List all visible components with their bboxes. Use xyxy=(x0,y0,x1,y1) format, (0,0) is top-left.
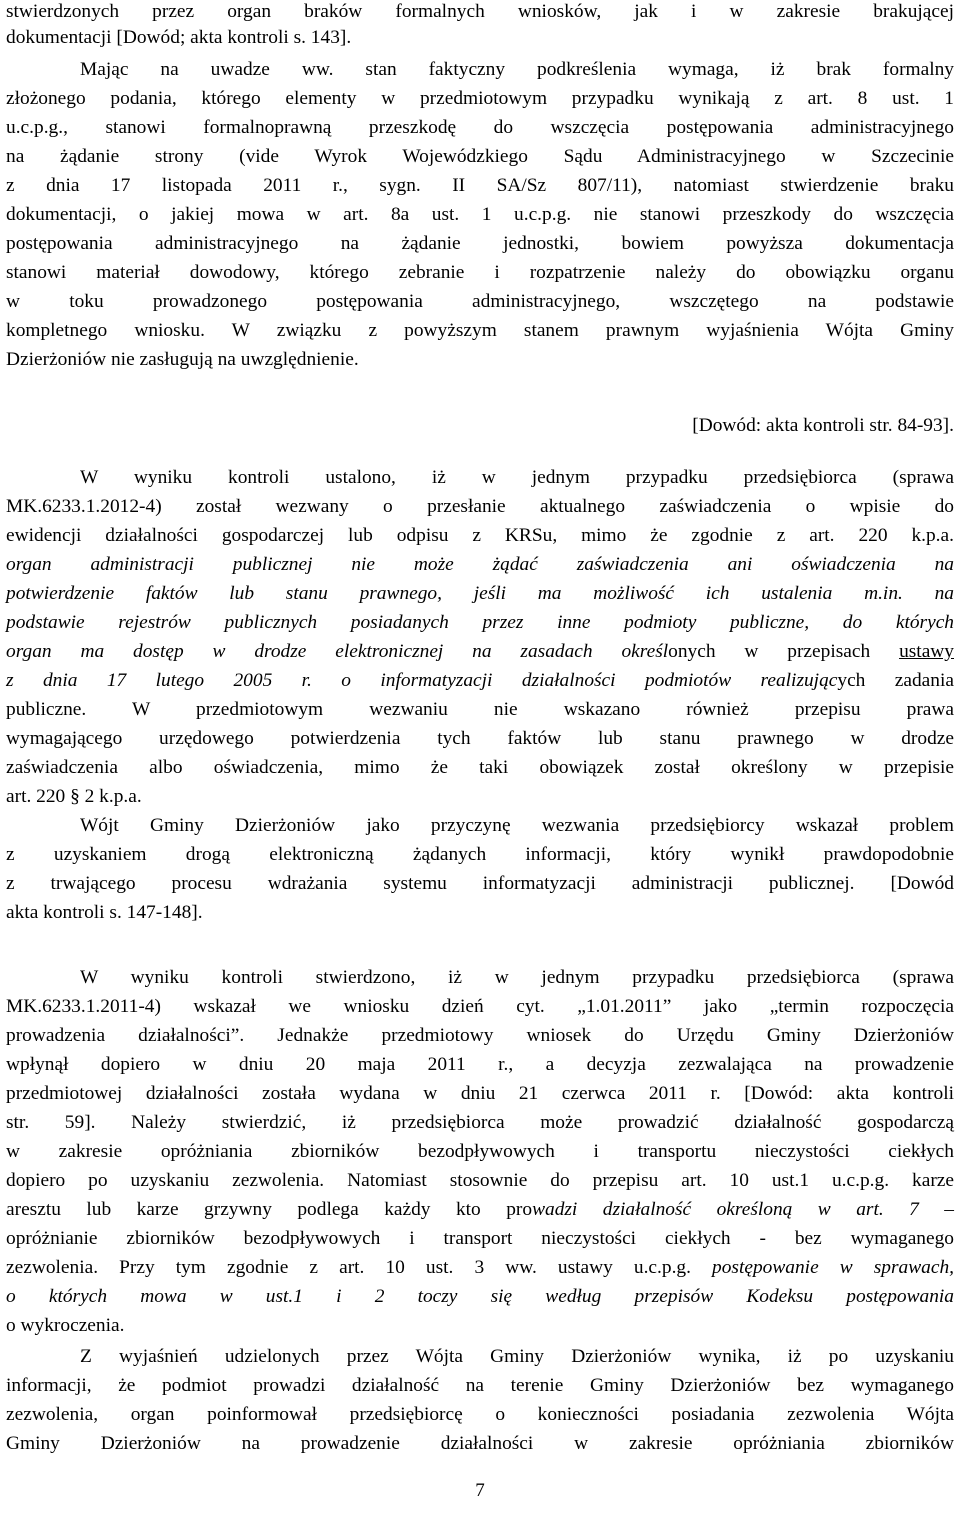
text-segment: dokumentacji, o jakiej mowa w art. 8a ust. 1 u.c.p.g. nie stanowi przeszkody do wszczęcia xyxy=(6,204,954,225)
text-segment: W wyniku kontroli stwierdzono, iż w jednym przypadku przedsiębiorca (sprawa xyxy=(80,967,954,988)
text-line xyxy=(6,1108,954,1137)
text-line xyxy=(6,229,954,258)
text-segment: Mając na uwadze ww. stan faktyczny podkreślenia wymaga, iż brak formalny xyxy=(80,59,954,80)
text-segment: postępowania administracyjnego na żądanie jednostki, bowiem powyższa dokumentacja xyxy=(6,233,954,254)
text-segment: w zakresie opróżniania zbiorników bezodpływowych i transportu nieczystości ciekłych xyxy=(6,1141,954,1162)
text-segment: organ ma dostęp w drodze elektronicznej na zasadach określ xyxy=(6,641,669,662)
text-segment: MK.6233.1.2011-4) wskazał we wniosku dzień cyt. „1.01.2011” jako „termin rozpoczęcia xyxy=(6,996,954,1017)
text-line xyxy=(6,724,954,753)
text-segment: dokumentacji [Dowód; akta kontroli s. 143]. xyxy=(6,27,352,48)
text-segment: onych w przepisach xyxy=(668,641,900,662)
text-line xyxy=(6,550,954,579)
text-line xyxy=(6,1253,954,1282)
text-segment: ustawy xyxy=(899,641,954,662)
text-line xyxy=(6,316,954,345)
text-line xyxy=(6,1371,954,1400)
text-line xyxy=(6,992,954,1021)
text-line xyxy=(6,1282,954,1311)
text-line xyxy=(6,200,954,229)
text-line xyxy=(80,963,954,992)
text-line xyxy=(6,1050,954,1079)
text-segment: zaświadczenia albo oświadczenia, mimo że taki obowiązek został określony w przepisie xyxy=(6,757,954,778)
text-segment: z dnia 17 listopada 2011 r., sygn. II SA/Sz 807/11), natomiast stwierdzenie braku xyxy=(6,175,954,196)
text-line xyxy=(6,637,954,666)
text-line xyxy=(6,579,954,608)
text-segment: aresztu lub karze grzywny podlega każdy kto pro xyxy=(6,1199,533,1220)
text-line xyxy=(6,898,954,927)
text-line xyxy=(6,411,954,440)
text-segment: art. 220 § 2 k.p.a. xyxy=(6,786,142,807)
text-segment: przedmiotowej działalności została wydana w dniu 21 czerwca 2011 r. [Dowód: akta kontroli xyxy=(6,1083,954,1104)
text-line xyxy=(6,1079,954,1108)
text-segment: z dnia 17 lutego 2005 r. o informatyzacji działalności podmiotów realizując xyxy=(6,670,838,691)
text-segment: na żądanie strony (vide Wyrok Wojewódzkiego Sądu Administracyjnego w Szczecinie xyxy=(6,146,954,167)
text-line xyxy=(6,345,954,374)
text-segment: Z wyjaśnień udzielonych przez Wójta Gminy Dzierżoniów wynika, iż po uzyskaniu xyxy=(80,1346,954,1367)
text-line xyxy=(6,1195,954,1224)
text-line xyxy=(6,1224,954,1253)
text-segment: publiczne. W przedmiotowym wezwaniu nie wskazano również przepisu prawa xyxy=(6,699,954,720)
text-segment: organ administracji publicznej nie może żądać zaświadczenia ani oświadczenia na xyxy=(6,554,954,575)
text-line xyxy=(6,84,954,113)
text-segment: [Dowód: akta kontroli str. 84-93]. xyxy=(692,415,954,436)
text-segment: Dzierżoniów nie zasługują na uwzględnienie. xyxy=(6,349,359,370)
text-segment: podstawie rejestrów publicznych posiadanych przez inne podmioty publiczne, do których xyxy=(6,612,954,633)
text-segment: u.c.p.g., stanowi formalnoprawną przeszkodę do wszczęcia postępowania administracyjnego xyxy=(6,117,954,138)
text-line xyxy=(80,55,954,84)
text-segment: w toku prowadzonego postępowania administracyjnego, wszczętego na podstawie xyxy=(6,291,954,312)
text-line xyxy=(80,1342,954,1371)
text-segment: o których mowa w ust.1 i 2 toczy się według przepisów Kodeksu postępowania xyxy=(6,1286,954,1307)
text-line xyxy=(6,782,954,811)
text-segment: prowadzenia działalności”. Jednakże przedmiotowy wniosek do Urzędu Gminy Dzierżoniów xyxy=(6,1025,954,1046)
text-line xyxy=(6,869,954,898)
text-line xyxy=(6,1400,954,1429)
text-line xyxy=(80,463,954,492)
text-segment: wadzi działalność określoną w art. 7 – xyxy=(532,1199,954,1220)
text-segment: ewidencji działalności gospodarczej lub odpisu z KRSu, mimo że zgodnie z art. 220 k.p.a. xyxy=(6,525,954,546)
text-segment: złożonego podania, którego elementy w przedmiotowym przypadku wynikają z art. 8 ust. 1 xyxy=(6,88,954,109)
text-line xyxy=(6,666,954,695)
text-segment: z uzyskaniem drogą elektroniczną żądanych informacji, który wynikł prawdopodobnie xyxy=(6,844,954,865)
text-line xyxy=(6,1021,954,1050)
text-line xyxy=(6,753,954,782)
text-line xyxy=(6,142,954,171)
text-line xyxy=(6,840,954,869)
text-line xyxy=(6,492,954,521)
text-line xyxy=(6,608,954,637)
text-segment: Gminy Dzierżoniów na prowadzenie działalności w zakresie opróżniania zbiorników xyxy=(6,1433,954,1454)
text-line xyxy=(6,258,954,287)
text-line xyxy=(6,23,954,52)
text-segment: opróżnianie zbiorników bezodpływowych i transport nieczystości ciekłych - bez wymaganego xyxy=(6,1228,954,1249)
text-segment: kompletnego wniosku. W związku z powyższym stanem prawnym wyjaśnienia Wójta Gminy xyxy=(6,320,954,341)
text-segment: ych zadania xyxy=(837,670,954,691)
text-line xyxy=(6,113,954,142)
text-segment: potwierdzenie faktów lub stanu prawnego, jeśli ma możliwość ich ustalenia m.in. na xyxy=(6,583,954,604)
page-number: 7 xyxy=(475,1480,485,1501)
text-segment: str. 59]. Należy stwierdzić, iż przedsiębiorca może prowadzić działalność gospodarczą xyxy=(6,1112,954,1133)
text-segment: MK.6233.1.2012-4) został wezwany o przesłanie aktualnego zaświadczenia o wpisie do xyxy=(6,496,954,517)
text-line xyxy=(6,521,954,550)
text-segment: Wójt Gminy Dzierżoniów jako przyczynę wezwania przedsiębiorcy wskazał problem xyxy=(80,815,954,836)
text-line xyxy=(6,171,954,200)
text-line xyxy=(6,1137,954,1166)
text-line xyxy=(80,811,954,840)
text-segment: wymagającego urzędowego potwierdzenia tych faktów lub stanu prawnego w drodze xyxy=(6,728,954,749)
text-segment: stanowi materiał dowodowy, którego zebranie i rozpatrzenie należy do obowiązku organu xyxy=(6,262,954,283)
text-segment: stwierdzonych przez organ braków formalnych wniosków, jak i w zakresie brakującej xyxy=(6,1,954,22)
text-segment: W wyniku kontroli ustalono, iż w jednym przypadku przedsiębiorca (sprawa xyxy=(80,467,954,488)
text-segment: dopiero po uzyskaniu zezwolenia. Natomiast stosownie do przepisu art. 10 ust.1 u.c.p.g. karze xyxy=(6,1170,954,1191)
text-line xyxy=(6,695,954,724)
text-segment: o wykroczenia. xyxy=(6,1315,125,1336)
text-line xyxy=(6,1429,954,1458)
text-segment: akta kontroli s. 147-148]. xyxy=(6,902,203,923)
text-segment: postępowanie w sprawach, xyxy=(712,1257,954,1278)
text-line xyxy=(6,1166,954,1195)
text-segment: informacji, że podmiot prowadzi działalność na terenie Gminy Dzierżoniów bez wymaganego xyxy=(6,1375,954,1396)
text-line xyxy=(6,1311,954,1340)
text-line xyxy=(6,287,954,316)
text-segment: z trwającego procesu wdrażania systemu informatyzacji administracji publicznej. [Dowód xyxy=(6,873,954,894)
text-segment: zezwolenia. Przy tym zgodnie z art. 10 ust. 3 ww. ustawy u.c.p.g. xyxy=(6,1257,713,1278)
text-segment: wpłynął dopiero w dniu 20 maja 2011 r., a decyzja zezwalająca na prowadzenie xyxy=(6,1054,954,1075)
text-segment: zezwolenia, organ poinformował przedsiębiorcę o konieczności posiadania zezwolenia Wójta xyxy=(6,1404,954,1425)
